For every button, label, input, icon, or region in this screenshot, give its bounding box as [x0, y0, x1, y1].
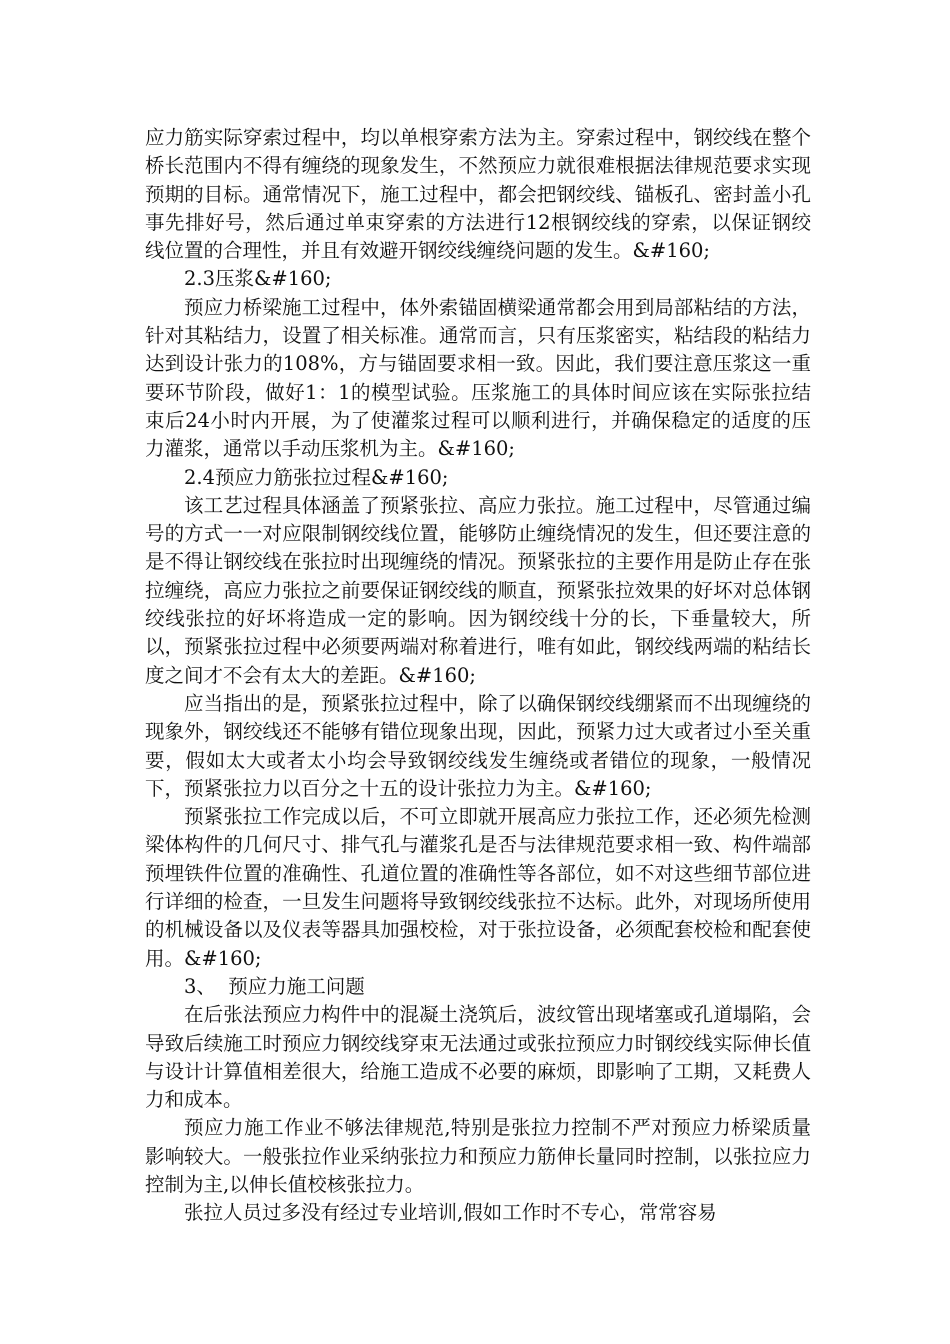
- paragraph-inspection: 预紧张拉工作完成以后，不可立即就开展高应力张拉工作，还必须先检测梁体构件的几何尺寸、排气孔与灌浆孔是否与法律规范要求相一致、构件端部预埋铁件位置的准确性、孔道位置的准确性等各部位，如不对这些细节部位进行详细的检查，一旦发生问题将导致钢绞线张拉不达标。此外，对现场所使用的机械设备以及仪表等器具加强校检，对于张拉设备，必须配套校检和配套使用。&#160;: [145, 805, 811, 970]
- document-page: [145, 124, 811, 1228]
- paragraph-personnel-training: 张拉人员过多没有经过专业培训,假如工作时不专心，常常容易: [184, 1201, 717, 1225]
- paragraph-tensioning-process: 该工艺过程具体涵盖了预紧张拉、高应力张拉。施工过程中，尽管通过编号的方式一一对应限制钢绞线位置，能够防止缠绕情况的发生，但还要注意的是不得让钢绞线在张拉时出现缠绕的情况。预紧张拉的主要作用是防止存在张拉缠绕，高应力张拉之前要保证钢绞线的顺直，预紧张拉效果的好坏对总体钢绞线张拉的好坏将造成一定的影响。因为钢绞线十分的长，下垂量较大，所以，预紧张拉过程中必须要两端对称着进行，唯有如此，钢绞线两端的粘结长度之间才不会有太大的差距。&#160;: [145, 493, 811, 687]
- heading-grouting: 2.3压浆&#160;: [184, 267, 332, 291]
- paragraph-cable-threading: 应力筋实际穿索过程中，均以单根穿索方法为主。穿索过程中，钢绞线在整个桥长范围内不得有缠绕的现象发生，不然预应力就很难根据法律规范要求实现预期的目标。通常情况下，施工过程中，都会把钢绞线、锚板孔、密封盖小孔事先排好号，然后通过单束穿索的方法进行12根钢绞线的穿索，以保证钢绞线位置的合理性，并且有效避开钢绞线缠绕问题的发生。&#160;: [145, 126, 811, 263]
- paragraph-pretension-force: 应当指出的是，预紧张拉过程中，除了以确保钢绞线绷紧而不出现缠绕的现象外，钢绞线还不能够有错位现象出现，因此，预紧力过大或者过小至关重要，假如太大或者太小均会导致钢绞线发生缠绕或者错位的现象，一般情况下，预紧张拉力以百分之十五的设计张拉力为主。&#160;: [145, 691, 811, 800]
- heading-tensioning-process: 2.4预应力筋张拉过程&#160;: [184, 465, 449, 489]
- paragraph-tension-control: 预应力施工作业不够法律规范,特别是张拉力控制不严对预应力桥梁质量影响较大。一般张拉作业采纳张拉力和预应力筋伸长量同时控制，以张拉应力控制为主,以伸长值校核张拉力。: [145, 1116, 811, 1196]
- heading-construction-problems: 3、 预应力施工问题: [184, 974, 365, 998]
- paragraph-duct-blockage: 在后张法预应力构件中的混凝土浇筑后，波纹管出现堵塞或孔道塌陷，会导致后续施工时预应力钢绞线穿束无法通过或张拉预应力时钢绞线实际伸长值与设计计算值相差很大，给施工造成不必要的麻烦，即影响了工期，又耗费人力和成本。: [145, 1003, 811, 1112]
- paragraph-grouting: 预应力桥梁施工过程中，体外索锚固横梁通常都会用到局部粘结的方法，针对其粘结力，设置了相关标准。通常而言，只有压浆密实，粘结段的粘结力达到设计张力的108%，方与锚固要求相一致。因此，我们要注意压浆这一重要环节阶段，做好1：1的模型试验。压浆施工的具体时间应该在实际张拉结束后24小时内开展，为了使灌浆过程可以顺利进行，并确保稳定的适度的压力灌浆，通常以手动压浆机为主。&#160;: [145, 295, 811, 461]
